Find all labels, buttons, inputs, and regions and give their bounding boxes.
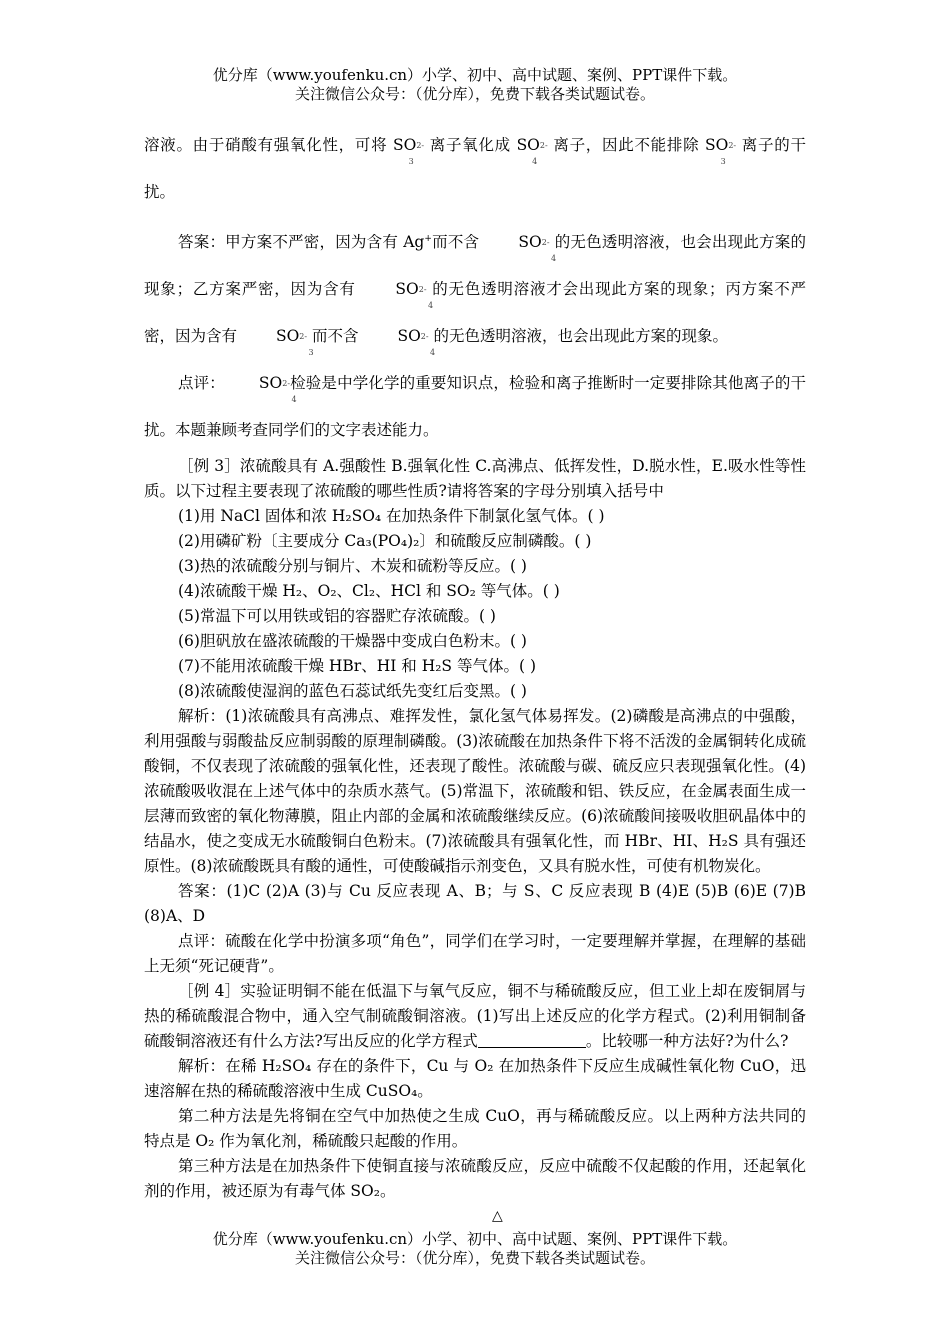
sulfate-ion: SO2- 4 (518, 233, 557, 264)
text: 答案：甲方案不严密，因为含有 Ag (178, 233, 425, 252)
sec1-paragraph (144, 122, 806, 216)
ex3-analysis: 解析：(1)浓硫酸具有高沸点、难挥发性，氯化氢气体易挥发。(2)磷酸是高沸点的中强酸，利用强酸与弱酸盐反应制弱酸的原理制磷酸。(3)浓硫酸在加热条件下将不活泼的金属铜转化成硫酸铜，不仅表现了浓硫酸的强氧化性，还表现了酸性。浓硫酸与碳、硫反应只表现强氧化性。(4)浓硫酸吸收混在上述气体中的杂质水蒸气。(5)常温下，浓硫酸和铝、铁反应，在金属表面生成一层薄而致密的氧化物薄膜，阻止内部的金属和浓硫酸继续反应。(6)浓硫酸间接吸收胆矾晶体中的结晶水，使之变成无水硫酸铜白色粉末。(7)浓硫酸具有强氧化性，而 HBr、HI、H₂S 具有强还原性。(8)浓硫酸既具有酸的通性，可使酸碱指示剂变色，又具有脱水性，可使有机物炭化。 (144, 707, 806, 876)
ex4-analysis-2: 第二种方法是先将铜在空气中加热使之生成 CuO，再与稀硫酸反应。以上两种方法共同的特点是 O₂ 作为氧化剂，稀硫酸只起酸的作用。 (144, 1107, 806, 1151)
document-body (144, 122, 806, 1204)
footer-line-2: 关注微信公众号：（优分库），免费下载各类试题试卷。 (294, 1249, 655, 1267)
ex3-question-7: (7)不能用浓硫酸干燥 HBr、HI 和 H₂S 等气体。( ) (178, 657, 536, 676)
ex3-question-5: (5)常温下可以用铁或铝的容器贮存浓硫酸。( ) (178, 607, 496, 626)
page-footer (0, 1230, 950, 1268)
text: 的无色透明溶液才会出现此方案的现象；丙方案不严密，因为含有 (144, 280, 806, 346)
ex3-question-8: (8)浓硫酸使湿润的蓝色石蕊试纸先变红后变黑。( ) (178, 682, 527, 701)
footer-line-1: 优分库（www.youfenku.cn）小学、初中、高中试题、案例、PPT课件下载。 (212, 1230, 738, 1248)
text: 而不含 (312, 327, 359, 346)
ex3-question-4: (4)浓硫酸干燥 H₂、O₂、Cl₂、HCl 和 SO₂ 等气体。( ) (178, 582, 560, 601)
ex3-question-6: (6)胆矾放在盛浓硫酸的干燥器中变成白色粉末。( ) (178, 632, 527, 651)
sulfate-ion: SO2- 4 (516, 136, 548, 166)
ex3-answer: 答案：(1)C (2)A (3)与 Cu 反应表现 A、B；与 S、C 反应表现 B (4)E (5)B (6)E (7)B (8)A、D (144, 882, 806, 926)
header-line-1: 优分库（www.youfenku.cn）小学、初中、高中试题、案例、PPT课件下载。 (212, 66, 738, 84)
text: 离子的干扰。 (144, 136, 806, 201)
text: ［例 4］实验证明铜不能在低温下与氧气反应，铜不与稀硫酸反应，但工业上却在废铜屑与热的稀硫酸混合物中，通入空气制硫酸铜溶液。(1)写出上述反应的化学方程式。(2)利用铜制备硫酸铜溶液还有什么方法?写出反应的化学方程式 (144, 982, 806, 1051)
sulfate-ion: SO2- 4 (397, 327, 436, 358)
answer-blank[interactable] (478, 1033, 586, 1048)
sec1-comment (144, 360, 806, 454)
sulfite-ion: SO2- 3 (705, 136, 737, 166)
text: 离子，因此不能排除 (553, 136, 700, 154)
text: 离子氧化成 (429, 136, 511, 154)
heating-triangle-symbol: △ (492, 1208, 503, 1224)
ex3-question-2: (2)用磷矿粉〔主要成分 Ca₃(PO₄)₂〕和硫酸反应制磷酸。( ) (178, 532, 592, 551)
page-header (0, 66, 950, 104)
ex3-intro: ［例 3］浓硫酸具有 A.强酸性 B.强氧化性 C.高沸点、低挥发性，D.脱水性，E.吸水性等性质。以下过程主要表现了浓硫酸的哪些性质?请将答案的字母分别填入括号中 (144, 457, 806, 501)
text: 点评： (178, 374, 225, 393)
text: 而不含 (431, 233, 480, 252)
sec1-answer (144, 216, 806, 360)
text: 的无色透明溶液，也会出现此方案的现象。 (433, 327, 729, 346)
text: 检验是中学化学的重要知识点，检验和离子推断时一定要排除其他离子的干扰。本题兼顾考查同学们的文字表述能力。 (144, 374, 806, 440)
text: 。比较哪一种方法好?为什么? (585, 1032, 789, 1051)
text: 的无色透明溶液，也会出现此方案的现象；乙方案严密，因为含有 (144, 233, 806, 299)
sulfate-ion: SO2- 4 (258, 374, 297, 405)
header-line-2: 关注微信公众号：（优分库），免费下载各类试题试卷。 (294, 85, 655, 103)
sulfite-ion: SO2- 3 (275, 327, 314, 358)
ex3-question-1: (1)用 NaCl 固体和浓 H₂SO₄ 在加热条件下制氯化氢气体。( ) (178, 507, 605, 526)
ex3-comment: 点评：硫酸在化学中扮演多项“角色”，同学们在学习时，一定要理解并掌握，在理解的基础上无须“死记硬背”。 (144, 932, 806, 976)
ex4-intro (144, 979, 806, 1054)
text: 溶液。由于硝酸有强氧化性，可将 (144, 136, 388, 154)
sulfite-ion: SO2- 3 (393, 136, 425, 166)
ex3-question-3: (3)热的浓硫酸分别与铜片、木炭和硫粉等反应。( ) (178, 557, 527, 576)
charge: + (424, 234, 432, 244)
sulfate-ion: SO2- 4 (395, 280, 434, 311)
ex4-analysis-3: 第三种方法是在加热条件下使铜直接与浓硫酸反应，反应中硫酸不仅起酸的作用，还起氧化剂的作用，被还原为有毒气体 SO₂。 (144, 1157, 806, 1201)
ex4-analysis-1: 解析：在稀 H₂SO₄ 存在的条件下，Cu 与 O₂ 在加热条件下反应生成碱性氧化物 CuO，迅速溶解在热的稀硫酸溶液中生成 CuSO₄。 (144, 1057, 806, 1101)
